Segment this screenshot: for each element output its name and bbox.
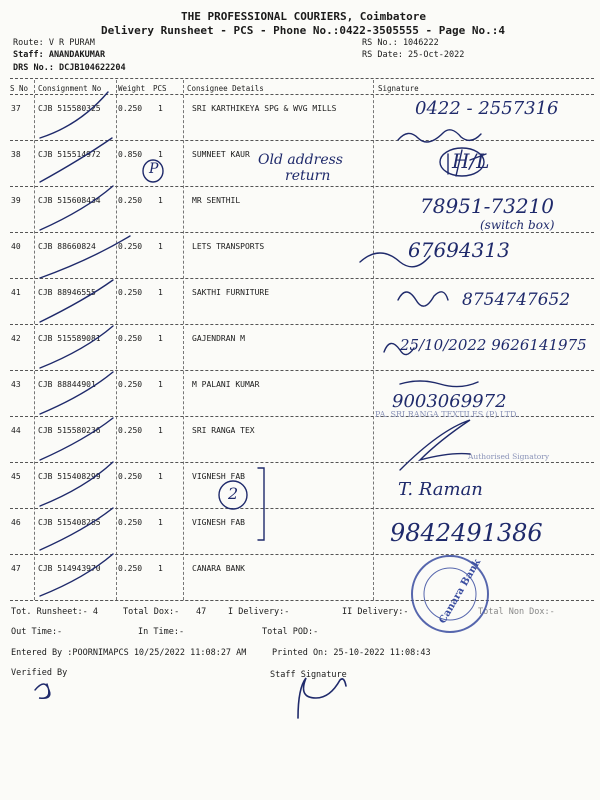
row-consignee: LETS TRANSPORTS	[192, 242, 265, 251]
tick-mark	[40, 186, 113, 230]
col-consignee: Consignee Details	[187, 84, 264, 93]
row-sno: 45	[11, 472, 21, 481]
tick-mark	[40, 326, 113, 368]
row-sno: 39	[11, 196, 21, 205]
row-sno: 42	[11, 334, 21, 343]
printed-on: Printed On: 25-10-2022 11:08:43	[272, 648, 431, 658]
row-consignment-no: CJB 515589081	[38, 334, 101, 343]
row-consignment-no: CJB 514943970	[38, 564, 101, 573]
tick-mark	[40, 418, 113, 460]
entered-by: Entered By :POORNIMAPCS 10/25/2022 11:08:27 AM	[11, 648, 247, 658]
hw-phone-42: 25/10/2022 9626141975	[400, 336, 587, 354]
staff-signature-label: Staff Signature	[270, 670, 347, 680]
row-weight: 0.250	[118, 564, 143, 573]
col-signature: Signature	[378, 84, 419, 93]
row-sno: 40	[11, 242, 21, 251]
tick-mark	[40, 462, 113, 506]
row-sno: 46	[11, 518, 21, 527]
tick-mark	[40, 280, 113, 322]
signature-scribble	[360, 253, 430, 267]
hw-phone-46: 9842491386	[390, 519, 543, 547]
tick-mark	[40, 508, 113, 550]
row-consignee: VIGNESH FAB	[192, 472, 245, 481]
row-pcs: 1	[158, 104, 163, 113]
staff-signature-scribble	[298, 678, 346, 718]
col-consignment: Consignment No	[38, 84, 102, 93]
hw-old-address: Old address	[258, 152, 343, 168]
row-consignment-no: CJB 88844901	[38, 380, 96, 389]
row-weight: 0.250	[118, 104, 143, 113]
verified-initials	[35, 684, 50, 698]
row-consignee: VIGNESH FAB	[192, 518, 245, 527]
row-consignee: SUMNEET KAUR	[192, 150, 250, 159]
hw-signature-45: T. Raman	[398, 479, 483, 500]
signature-scribble	[400, 420, 470, 470]
row-weight: 0.250	[118, 334, 143, 343]
row-weight: 0.250	[118, 242, 143, 251]
row-consignee: GAJENDRAN M	[192, 334, 245, 343]
hw-phone-41: 8754747652	[462, 290, 571, 310]
col-weight: Weight	[118, 84, 146, 93]
hw-phone-37: 0422 - 2557316	[415, 98, 559, 119]
hw-phone-39: 78951-73210	[420, 194, 555, 218]
row-consignee: SRI RANGA TEX	[192, 426, 255, 435]
circle-mark	[143, 160, 163, 182]
row-sno: 43	[11, 380, 21, 389]
row-consignment-no: CJB 515580236	[38, 426, 101, 435]
tick-mark	[40, 554, 113, 596]
row-consignee: SRI KARTHIKEYA SPG & WVG MILLS	[192, 104, 337, 113]
company-stamp: PA. SRI RANGA TEXTILES (P) LTD.	[375, 410, 519, 419]
in-time: In Time:-	[138, 627, 185, 637]
tick-mark	[40, 92, 108, 138]
runsheet-title: Delivery Runsheet - PCS - Phone No.:0422-3505555 - Page No.:4	[101, 24, 505, 37]
bank-stamp-text: Canara Bank	[437, 557, 484, 626]
row-pcs: 1	[158, 380, 163, 389]
hw-circle-2: 2	[228, 484, 239, 503]
row-consignment-no: CJB 88946555	[38, 288, 96, 297]
tick-mark	[40, 236, 130, 278]
row-consignment-no: CJB 515580325	[38, 104, 101, 113]
row-weight: 0.250	[118, 380, 143, 389]
authorised-signatory: Authorised Signatory	[468, 452, 550, 461]
hw-hl: H/L	[452, 149, 490, 173]
route-label: Route: V R PURAM	[13, 38, 95, 48]
row-consignment-no: CJB 515514972	[38, 150, 101, 159]
row-consignee: M PALANI KUMAR	[192, 380, 260, 389]
row-weight: 0.250	[118, 518, 143, 527]
row-sno: 41	[11, 288, 21, 297]
col-sno: S No	[10, 84, 29, 93]
tick-mark	[40, 372, 113, 414]
verified-by: Verified By	[11, 668, 68, 678]
total-pod: Total POD:-	[262, 627, 319, 637]
circle-mark	[219, 481, 247, 509]
row-consignment-no: CJB 88660824	[38, 242, 96, 251]
hw-phone-43: 9003069972	[392, 391, 507, 412]
row-pcs: 1	[158, 150, 163, 159]
row-sno: 38	[11, 150, 21, 159]
row-pcs: 1	[158, 334, 163, 343]
drs-number: DRS No.: DCJB104622204	[13, 63, 126, 73]
tot-runsheet: Tot. Runsheet:- 4	[11, 607, 98, 617]
row-consignment-no: CJB 515408285	[38, 518, 101, 527]
row-pcs: 1	[158, 196, 163, 205]
row-sno: 37	[11, 104, 21, 113]
rs-number: RS No.: 1046222	[362, 38, 439, 48]
row-consignment-no: CJB 515608434	[38, 196, 101, 205]
ii-delivery: II Delivery:-	[342, 607, 409, 617]
staff-label: Staff: ANANDAKUMAR	[13, 50, 106, 60]
total-dox-label: Total Dox:-	[123, 607, 180, 617]
out-time: Out Time:-	[11, 627, 63, 637]
total-dox-value: 47	[196, 607, 207, 617]
signature-scribble	[398, 292, 448, 306]
row-consignee: CANARA BANK	[192, 564, 245, 573]
row-sno: 47	[11, 564, 21, 573]
row-weight: 0.250	[118, 288, 143, 297]
i-delivery: I Delivery:-	[228, 607, 290, 617]
row-weight: 0.250	[118, 426, 143, 435]
row-pcs: 1	[158, 518, 163, 527]
signature-scribble	[400, 381, 478, 387]
col-pcs: PCS	[153, 84, 167, 93]
row-sno: 44	[11, 426, 21, 435]
signature-scribble	[398, 130, 481, 142]
row-consignment-no: CJB 515408299	[38, 472, 101, 481]
rs-date: RS Date: 25-Oct-2022	[362, 50, 465, 60]
row-weight: 0.250	[118, 472, 143, 481]
row-consignee: MR SENTHIL	[192, 196, 241, 205]
company-name: THE PROFESSIONAL COURIERS, Coimbatore	[181, 10, 427, 23]
bracket	[258, 468, 264, 540]
row-pcs: 1	[158, 472, 163, 481]
tick-mark	[40, 138, 112, 182]
hw-circle-p: P	[149, 161, 159, 177]
row-weight: 0.850	[118, 150, 143, 159]
total-nondox: Total Non Dox:-	[478, 607, 555, 617]
hw-phone-40: 67694313	[408, 238, 510, 262]
row-pcs: 1	[158, 242, 163, 251]
row-pcs: 1	[158, 426, 163, 435]
row-pcs: 1	[158, 288, 163, 297]
row-pcs: 1	[158, 564, 163, 573]
hw-return: return	[285, 168, 331, 184]
hw-switch-box: (switch box)	[480, 218, 555, 232]
signature-scribble	[384, 343, 414, 354]
row-weight: 0.250	[118, 196, 143, 205]
row-consignee: SAKTHI FURNITURE	[192, 288, 270, 297]
